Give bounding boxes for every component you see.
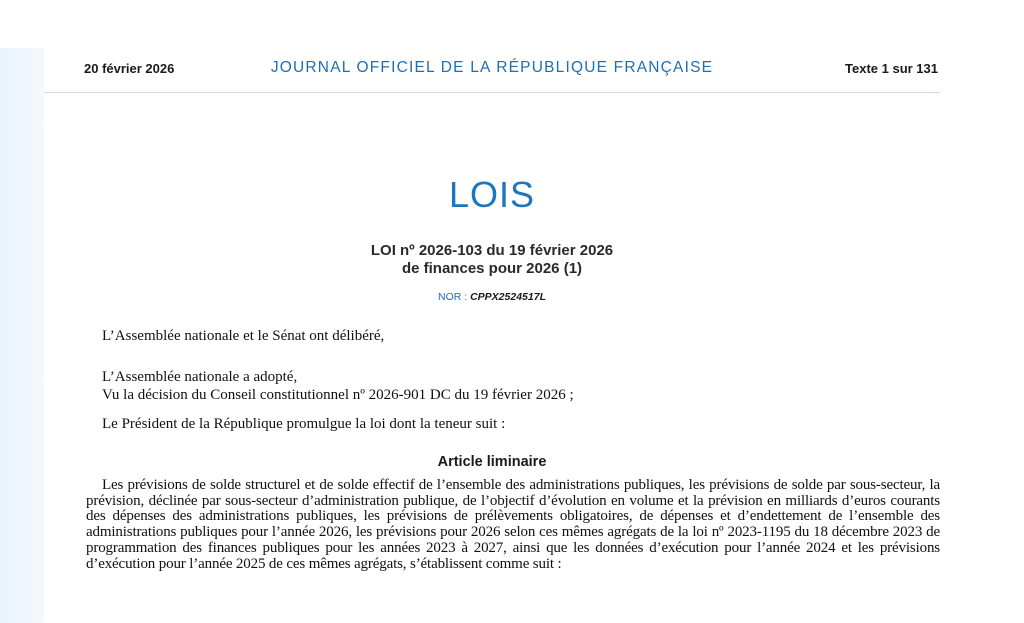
nor-label: NOR : xyxy=(438,291,471,303)
left-margin-band xyxy=(0,0,44,623)
nor-value: CPPX2524517L xyxy=(470,291,546,303)
section-title: LOIS xyxy=(448,174,536,215)
preamble-constitutional-decision: Vu la décision du Conseil constitutionnel nº 2026-901 DC du 19 février 2026 ; xyxy=(102,387,574,403)
law-title-line2: de finances pour 2026 (1) xyxy=(401,260,583,277)
law-title-line1: LOI nº 2026-103 du 19 février 2026 xyxy=(370,242,614,259)
preamble-adoption: L’Assemblée nationale a adopté, xyxy=(102,369,298,385)
page-indicator: Texte 1 sur 131 xyxy=(845,61,938,76)
article-body: Les prévisions de solde structurel et de solde effectif de l’ensemble des administrations publiques, les prévisions de solde par sous-secteur, la prévision, déclinée par sous-secteur d’administration publique, de l’objectif d’évolution en volume et la prévision en milliards d’euros courants des dépenses des administrations publiques, les prévisions de prélèvements obligatoires, de dépenses et d’endettement de l’ensemble des administrations publiques pour l’année 2026, les prévisions pour 2026 selon ces mêmes agrégats de la loi nº 2023-1195 du 18 décembre 2023 de programmation des finances publiques pour les années 2023 à 2027, ainsi que les données d’exécution pour l’année 2024 et les prévisions d’exécution pour l’année 2025 de ces mêmes agrégats, s’établissent comme suit : xyxy=(86,477,940,572)
journal-title: JOURNAL OFFICIEL DE LA RÉPUBLIQUE FRANÇAISE xyxy=(270,59,714,76)
header-divider xyxy=(44,92,940,93)
document-page xyxy=(44,46,940,623)
header-date: 20 février 2026 xyxy=(84,61,175,76)
nor-reference xyxy=(44,291,940,303)
article-title: Article liminaire xyxy=(437,454,547,470)
page-header xyxy=(44,46,940,92)
preamble-promulgation: Le Président de la République promulgue la loi dont la teneur suit : xyxy=(102,416,506,432)
left-margin-top xyxy=(0,0,44,48)
preamble-deliberation: L’Assemblée nationale et le Sénat ont délibéré, xyxy=(102,328,385,344)
law-title xyxy=(44,242,940,278)
